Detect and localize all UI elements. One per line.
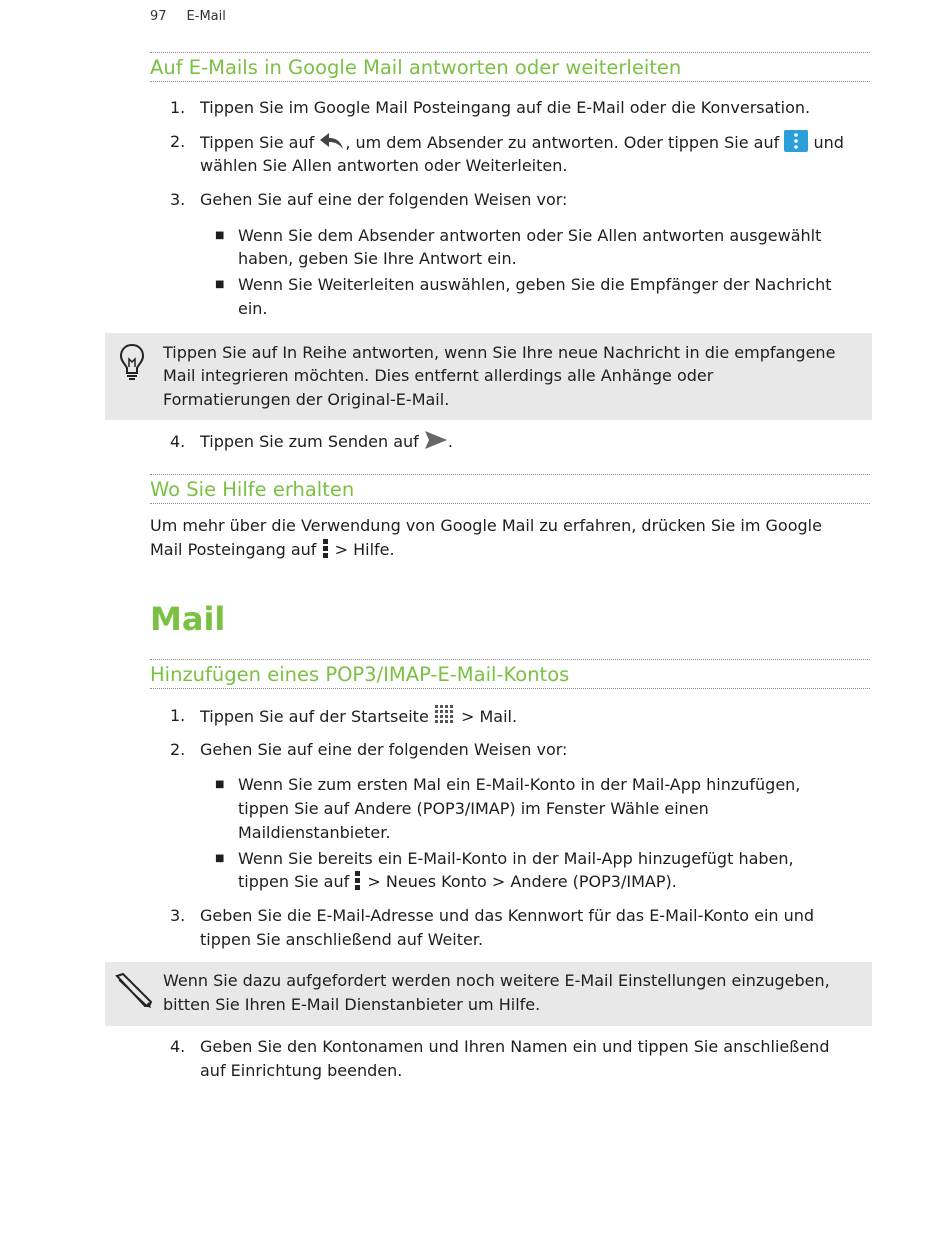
ui-term: Hilfe — [353, 540, 390, 559]
bullet-text: Wenn Sie Weiterleiten auswählen, geben Sie die Empfänger der Nachricht — [238, 275, 832, 294]
body-text: Um mehr über die Verwendung von Google Mail zu erfahren, drücken Sie im Google — [150, 516, 822, 535]
step-text: Tippen Sie im Google Mail Posteingang auf die E-Mail oder die Konversation. — [200, 98, 811, 117]
ui-term: Andere (POP3/IMAP) — [510, 872, 672, 891]
step-text: Gehen Sie auf eine der folgenden Weisen vor: — [200, 190, 568, 209]
bullet-text: Wenn Sie dem Absender antworten oder Sie Allen antworten ausgewählt — [238, 226, 822, 245]
ui-term: In Reihe antworten — [282, 343, 434, 362]
bullet-text-continued: tippen Sie auf > Neues Konto > Andere (POP3/IMAP). — [238, 872, 677, 891]
step-text: Gehen Sie auf eine der folgenden Weisen vor: — [200, 740, 568, 759]
bullet-marker: ■ — [215, 779, 225, 790]
bullet-marker: ■ — [215, 279, 225, 290]
all-apps-icon — [434, 704, 456, 726]
section-heading-help: Wo Sie Hilfe erhalten — [150, 474, 870, 504]
page-number: 97 — [150, 9, 167, 24]
step-number: 2. — [170, 740, 186, 759]
bullet-marker: ■ — [215, 230, 225, 241]
tip-text: Tippen Sie auf In Reihe antworten, wenn Sie Ihre neue Nachricht in die empfangene — [163, 343, 836, 362]
ui-term: Neues Konto — [385, 872, 487, 891]
tip-text-continued: Formatierungen der Original-E-Mail. — [163, 390, 450, 409]
section-label: E-Mail — [186, 9, 226, 24]
step-number: 3. — [170, 906, 186, 925]
step-number: 4. — [170, 432, 186, 451]
menu-icon — [784, 130, 808, 152]
step-text-continued: tippen Sie anschließend auf Weiter. — [200, 930, 484, 949]
step-number: 4. — [170, 1037, 186, 1056]
ui-term: Weiterleiten — [465, 156, 563, 175]
step-number: 1. — [170, 706, 186, 725]
send-icon — [424, 430, 448, 450]
note-box — [105, 962, 872, 1026]
bullet-text-continued: ein. — [238, 299, 268, 318]
step-text: Geben Sie die E-Mail-Adresse und das Kennwort für das E-Mail-Konto ein und — [200, 906, 815, 925]
section-heading-reply-forward: Auf E-Mails in Google Mail antworten oder weiterleiten — [150, 52, 870, 82]
ui-term: Mail — [479, 707, 512, 726]
bullet-text: Wenn Sie bereits ein E-Mail-Konto in der Mail-App hinzugefügt haben, — [238, 849, 794, 868]
body-text-continued: Mail Posteingang auf > Hilfe. — [150, 540, 395, 559]
ui-term: Allen antworten — [292, 156, 419, 175]
bullet-text: Wenn Sie zum ersten Mal ein E-Mail-Konto in der Mail-App hinzufügen, — [238, 775, 801, 794]
ui-term: Allen antworten — [597, 226, 725, 245]
ui-term: Weiterleiten — [317, 275, 415, 294]
chapter-title: Mail — [150, 600, 226, 638]
ui-term: Weiter — [427, 930, 478, 949]
overflow-menu-icon — [354, 870, 362, 890]
overflow-menu-icon — [322, 538, 330, 558]
step-text: Tippen Sie auf , um dem Absender zu antworten. Oder tippen Sie auf und — [200, 130, 844, 155]
step-text-continued: wählen Sie Allen antworten oder Weiterleiten. — [200, 156, 568, 175]
step-text: Geben Sie den Kontonamen und Ihren Namen ein und tippen Sie anschließend — [200, 1037, 830, 1056]
step-text: Tippen Sie zum Senden auf . — [200, 432, 453, 451]
bullet-text-continued: tippen Sie auf Andere (POP3/IMAP) im Fenster Wähle einen — [238, 799, 709, 818]
tip-box — [105, 333, 872, 420]
step-text: Tippen Sie auf der Startseite > Mail. — [200, 704, 517, 729]
section-heading-add-account: Hinzufügen eines POP3/IMAP-E-Mail-Kontos — [150, 659, 870, 689]
pencil-icon — [113, 972, 153, 1008]
note-text-continued: bitten Sie Ihren E-Mail Dienstanbieter um Hilfe. — [163, 995, 541, 1014]
ui-term: Andere (POP3/IMAP) — [354, 799, 516, 818]
reply-icon — [319, 131, 345, 151]
tip-text-continued: Mail integrieren möchten. Dies entfernt allerdings alle Anhänge oder — [163, 366, 714, 385]
bullet-text-continued: Maildienstanbieter. — [238, 823, 391, 842]
step-number: 1. — [170, 98, 186, 117]
bullet-text-continued: haben, geben Sie Ihre Antwort ein. — [238, 249, 517, 268]
step-text-continued: auf Einrichtung beenden. — [200, 1061, 403, 1080]
bullet-marker: ■ — [215, 853, 225, 864]
lightbulb-icon — [119, 343, 145, 381]
note-text: Wenn Sie dazu aufgefordert werden noch weitere E-Mail Einstellungen einzugeben, — [163, 971, 830, 990]
step-number: 2. — [170, 132, 186, 151]
step-number: 3. — [170, 190, 186, 209]
page-header — [150, 9, 226, 24]
ui-term: Einrichtung beenden — [230, 1061, 398, 1080]
